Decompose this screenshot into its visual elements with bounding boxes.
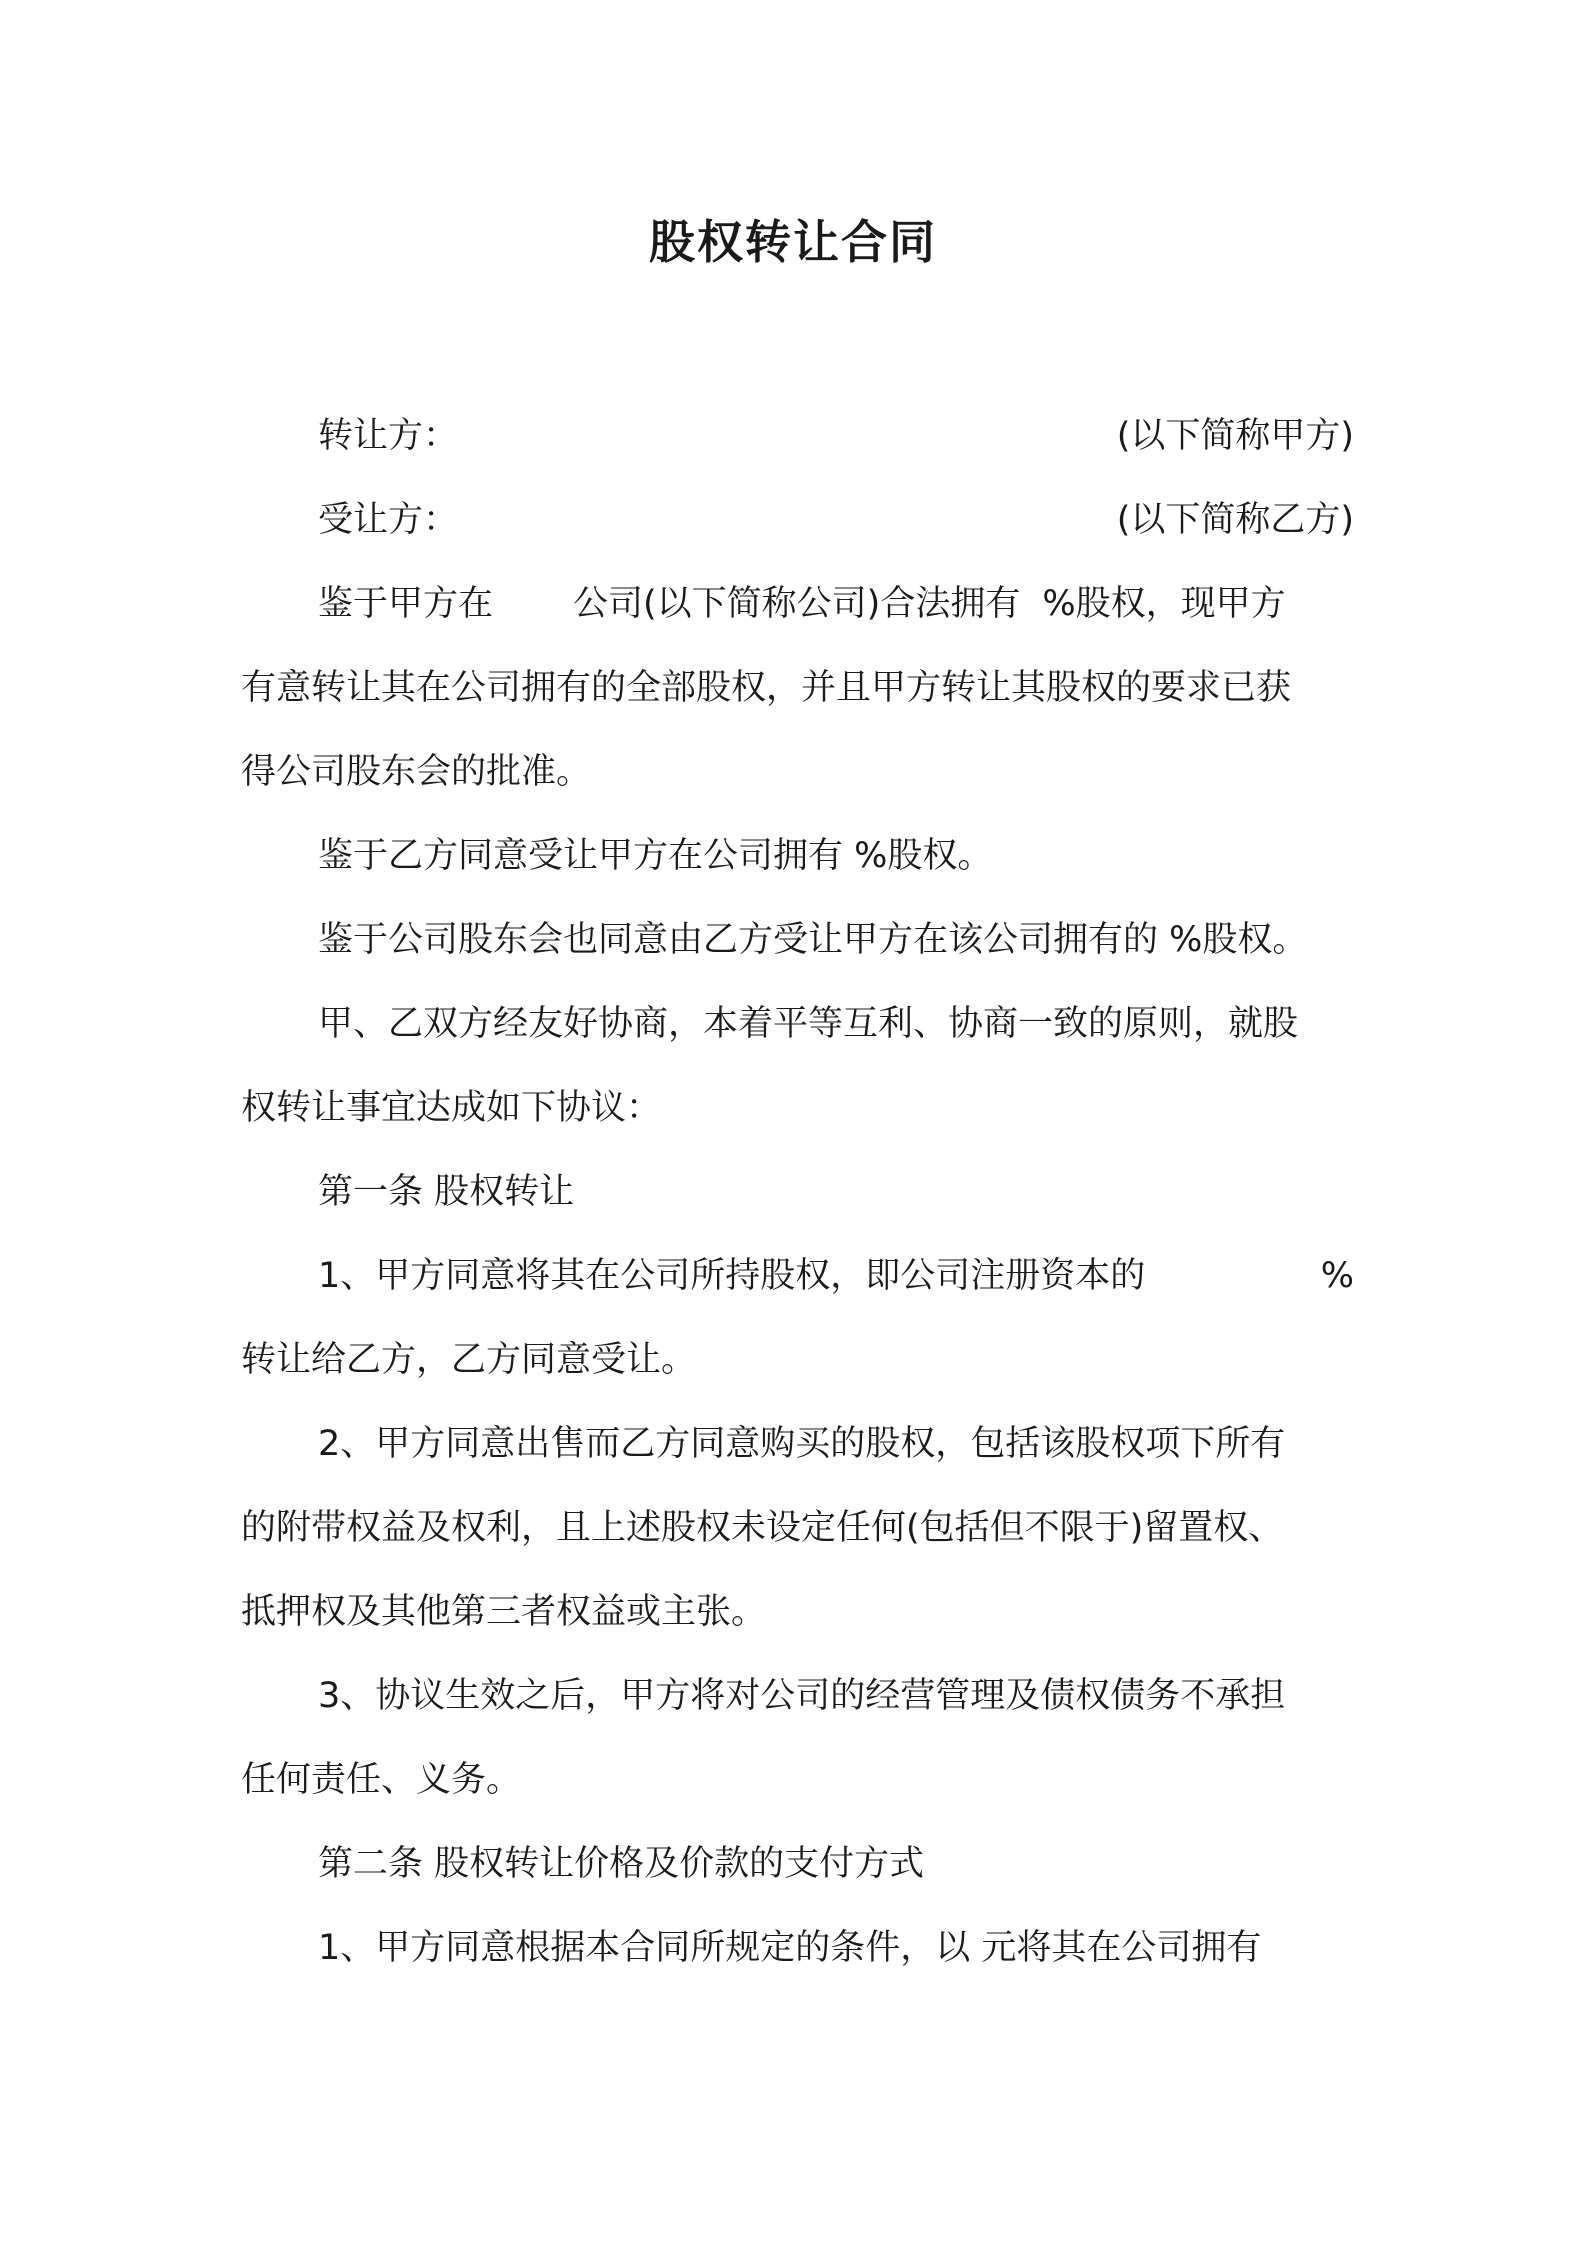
article-1-item-2-line-2: 的附带权益及权利，且上述股权未设定任何(包括但不限于)留置权、 [241, 1508, 1284, 1548]
recital-1-line-3: 得公司股东会的批准。 [241, 752, 592, 792]
recital-3: 鉴于公司股东会也同意由乙方受让甲方在该公司拥有的 %股权。 [318, 920, 1308, 960]
recital-1-line-1 [318, 580, 1286, 628]
recital-1-part-3: %股权，现甲方 [1042, 584, 1286, 624]
recital-1-line-2: 有意转让其在公司拥有的全部股权，并且甲方转让其股权的要求已获 [241, 668, 1292, 708]
article-1-item-3-line-1: 3、协议生效之后，甲方将对公司的经营管理及债权债务不承担 [318, 1676, 1286, 1716]
transferor-suffix: (以下简称甲方) [1116, 416, 1354, 456]
recital-1-part-2: 公司(以下简称公司)合法拥有 [573, 584, 1021, 624]
article-1-item-2-line-1: 2、甲方同意出售而乙方同意购买的股权，包括该股权项下所有 [318, 1424, 1286, 1464]
transferee-label: 受让方： [318, 500, 459, 540]
recital-2: 鉴于乙方同意受让甲方在公司拥有 %股权。 [318, 836, 993, 876]
transferee-suffix: (以下简称乙方) [1116, 500, 1354, 540]
article-1-item-1-line-1: 1、甲方同意将其在公司所持股权，即公司注册资本的 [318, 1256, 1146, 1296]
article-1-heading: 第一条 股权转让 [318, 1172, 575, 1212]
article-1-item-1-percent: % [1320, 1256, 1354, 1296]
recital-1-part-1: 鉴于甲方在 [318, 584, 494, 624]
recital-4-line-2: 权转让事宜达成如下协议： [241, 1088, 662, 1128]
document-title: 股权转让合同 [649, 215, 937, 269]
recital-4-line-1: 甲、乙双方经友好协商，本着平等互利、协商一致的原则，就股 [318, 1004, 1299, 1044]
article-1-item-1-line-2: 转让给乙方，乙方同意受让。 [241, 1340, 697, 1380]
article-1-item-2-line-3: 抵押权及其他第三者权益或主张。 [241, 1592, 767, 1632]
article-2-heading: 第二条 股权转让价格及价款的支付方式 [318, 1844, 925, 1884]
transferor-label: 转让方： [318, 416, 459, 456]
article-2-item-1-line-1: 1、甲方同意根据本合同所规定的条件，以 元将其在公司拥有 [318, 1928, 1262, 1968]
article-1-item-3-line-2: 任何责任、义务。 [241, 1760, 522, 1800]
